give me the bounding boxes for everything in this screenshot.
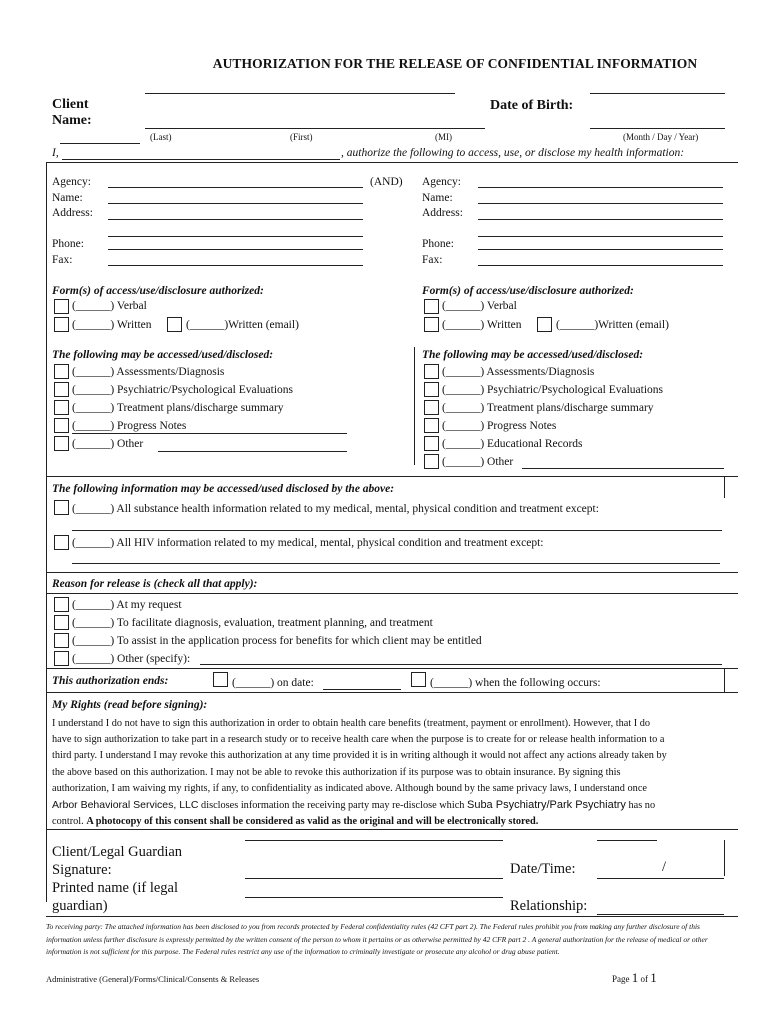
left-name-input[interactable] xyxy=(108,203,363,204)
right-other-input[interactable] xyxy=(522,468,724,469)
reason-other-checkbox[interactable] xyxy=(54,651,69,666)
sub-dob: (Month / Day / Year) xyxy=(623,132,699,142)
page-number: 1 xyxy=(631,970,639,985)
dob-input[interactable] xyxy=(590,128,725,129)
rights-line-3: third party. I understand I may revoke this authorization at any time provided it is in writing although it would not affect any actions already taken by xyxy=(52,750,667,762)
signature-top-line xyxy=(245,840,503,841)
signature-label-1: Client/Legal Guardian xyxy=(52,844,183,860)
reason-benefits-checkbox[interactable] xyxy=(54,633,69,648)
left-disclosed-heading: The following may be accessed/used/disclosed: xyxy=(52,349,274,361)
hiv-checkbox[interactable] xyxy=(54,535,69,550)
left-assessments-checkbox[interactable] xyxy=(54,364,69,379)
left-assessments-label: (______) Assessments/Diagnosis xyxy=(72,366,225,378)
photocopy-notice: A photocopy of this consent shall be considered as valid as the original and will be electronically stored. xyxy=(86,816,539,828)
right-educational-checkbox[interactable] xyxy=(424,436,439,451)
signature-bottom-border xyxy=(46,916,738,917)
reason-benefits-label: (______) To assist in the application process for benefits for which client may be entitled xyxy=(72,635,482,647)
right-written-email-checkbox[interactable] xyxy=(537,317,552,332)
right-assessments-checkbox[interactable] xyxy=(424,364,439,379)
left-phone-input[interactable] xyxy=(108,249,363,250)
left-agency-label: Agency: xyxy=(52,176,91,188)
and-label: (AND) xyxy=(370,176,403,188)
rights-section-border xyxy=(46,692,738,693)
right-address-label: Address: xyxy=(422,207,463,219)
substance-label: (______) All substance health information related to my medical, mental, physical condition and treatment except: xyxy=(72,503,599,515)
rights-paragraph xyxy=(52,716,730,830)
left-other-checkbox[interactable] xyxy=(54,436,69,451)
right-other-label: (______) Other xyxy=(442,456,514,468)
ends-label: This authorization ends: xyxy=(52,675,169,687)
client-name-input[interactable] xyxy=(145,128,485,129)
right-phone-input[interactable] xyxy=(478,249,723,250)
column-divider xyxy=(414,347,415,465)
page-prefix: Page xyxy=(612,974,632,984)
reason-other-label: (______) Other (specify): xyxy=(72,653,191,665)
left-progress-line xyxy=(72,433,347,434)
datetime-slash: / xyxy=(662,859,667,875)
left-address-input-2[interactable] xyxy=(108,236,363,237)
right-progress-checkbox[interactable] xyxy=(424,418,439,433)
rights-line-1: I understand I do not have to sign this authorization in order to obtain health care benefits (treatment, payment or enrollment). However, that I do xyxy=(52,718,651,729)
relationship-input[interactable] xyxy=(597,914,724,915)
provider-name: Arbor Behavioral Services, LLC xyxy=(52,799,199,812)
ends-date-input[interactable] xyxy=(323,689,401,690)
sub-mi: (MI) xyxy=(435,132,452,142)
reason-diagnosis-label: (______) To facilitate diagnosis, evaluation, treatment planning, and treatment xyxy=(72,617,433,629)
right-address-input[interactable] xyxy=(478,219,723,220)
reason-heading-underline xyxy=(46,593,738,594)
left-other-input[interactable] xyxy=(158,451,347,452)
sub-last: (Last) xyxy=(150,132,172,142)
reason-diagnosis-checkbox[interactable] xyxy=(54,615,69,630)
left-other-label: (______) Other xyxy=(72,438,144,450)
hiv-label: (______) All HIV information related to my medical, mental, physical condition and treatment except: xyxy=(72,537,544,549)
right-written-checkbox[interactable] xyxy=(424,317,439,332)
signature-right-tick xyxy=(724,840,725,876)
footer-path: Administrative (General)/Forms/Clinical/Consents & Releases xyxy=(46,974,260,984)
substance-input[interactable] xyxy=(72,530,722,531)
receiving-party-name: Suba Psychiatry/Park Psychiatry xyxy=(466,799,626,812)
left-progress-label: (______) Progress Notes xyxy=(72,420,187,432)
page-indicator xyxy=(612,970,657,986)
left-written-label: (______) Written xyxy=(72,319,152,331)
left-agency-input[interactable] xyxy=(108,187,363,188)
right-agency-input[interactable] xyxy=(478,187,723,188)
reason-request-checkbox[interactable] xyxy=(54,597,69,612)
page-of: of xyxy=(638,974,651,984)
rights-line-2: have to sign authorization to take part in a research study or to receive health care when the purpose is to create for or release health information to a xyxy=(52,734,665,746)
reason-section-border xyxy=(46,572,738,573)
right-disclosed-heading: The following may be accessed/used/disclosed: xyxy=(422,349,644,361)
right-address-input-2[interactable] xyxy=(478,236,723,237)
authorize-text: , authorize the following to access, use, or disclose my health information: xyxy=(341,147,685,159)
rights-line-6-text: discloses information the receiving party may re-disclose which xyxy=(198,800,467,812)
dob-top-line xyxy=(590,93,725,94)
ends-date-checkbox[interactable] xyxy=(213,672,228,687)
right-fax-input[interactable] xyxy=(478,265,723,266)
rights-line-5: authorization, I am waiving my rights, if any, to confidentiality as indicated above. Although bound by the same privacy laws, I understand once xyxy=(52,782,647,794)
left-written-checkbox[interactable] xyxy=(54,317,69,332)
rights-line-4: the above based on this authorization. I may not be able to revoke this authorization if its purpose was to obtain insurance. By signing this xyxy=(52,766,621,778)
right-name-input[interactable] xyxy=(478,203,723,204)
right-verbal-checkbox[interactable] xyxy=(424,299,439,314)
left-border xyxy=(46,162,47,902)
left-treatment-checkbox[interactable] xyxy=(54,400,69,415)
left-verbal-label: (______) Verbal xyxy=(72,300,147,312)
right-psych-label: (______) Psychiatric/Psychological Evaluations xyxy=(442,384,664,396)
receiving-party-notice: To receiving party: The attached information has been disclosed to you from records protected by Federal confidentiality rules (42 CFT part 2). The Federal rules prohibit you from making any further disclosure of this information unless further disclosure is expressly permitted by the written consent of the person to whom it pertains or as otherwise permitted by 42 CFR part 2 . A general authorization for the release of medical or other information is not sufficient for this purpose. The Federal rules restrict any use of the information to criminally investigate or prosecute any alcohol or drug abuse patient. xyxy=(46,922,708,956)
reason-request-label: (______) At my request xyxy=(72,599,182,611)
dob-label: Date of Birth: xyxy=(490,98,574,113)
left-verbal-checkbox[interactable] xyxy=(54,299,69,314)
left-address-label: Address: xyxy=(52,207,93,219)
ends-when-checkbox[interactable] xyxy=(411,672,426,687)
sub-first: (First) xyxy=(290,132,313,142)
reason-heading: Reason for release is (check all that apply): xyxy=(52,578,258,590)
signature-section-border xyxy=(46,829,738,830)
right-forms-heading: Form(s) of access/use/disclosure authorized: xyxy=(422,285,634,297)
ends-date-label: (______) on date: xyxy=(232,677,314,689)
authorize-name-input[interactable] xyxy=(62,159,340,160)
right-name-label: Name: xyxy=(422,192,453,204)
left-name-label: Name: xyxy=(52,192,83,204)
info-section-border xyxy=(46,476,738,477)
signature-label-4: guardian) xyxy=(52,898,108,914)
right-verbal-label: (______) Verbal xyxy=(442,300,517,312)
datetime-input[interactable] xyxy=(597,878,724,879)
left-treatment-label: (______) Treatment plans/discharge summary xyxy=(72,402,284,414)
authorize-prefix: I, xyxy=(52,147,59,159)
left-written-email-checkbox[interactable] xyxy=(167,317,182,332)
left-fax-input[interactable] xyxy=(108,265,363,266)
rights-line-6 xyxy=(52,797,730,814)
page-total: 1 xyxy=(650,970,657,985)
left-written-email-label: (______)Written (email) xyxy=(186,319,299,331)
right-phone-label: Phone: xyxy=(422,238,454,250)
hiv-input[interactable] xyxy=(72,563,720,564)
right-educational-label: (______) Educational Records xyxy=(442,438,583,450)
left-phone-label: Phone: xyxy=(52,238,84,250)
relationship-label: Relationship: xyxy=(510,898,588,914)
left-address-input[interactable] xyxy=(108,219,363,220)
left-psych-checkbox[interactable] xyxy=(54,382,69,397)
datetime-label: Date/Time: xyxy=(510,861,576,877)
left-psych-label: (______) Psychiatric/Psychological Evaluations xyxy=(72,384,294,396)
signature-label-2: Signature: xyxy=(52,862,112,878)
right-treatment-label: (______) Treatment plans/discharge summary xyxy=(442,402,654,414)
info-heading: The following information may be accessed/used disclosed by the above: xyxy=(52,483,395,495)
left-progress-checkbox[interactable] xyxy=(54,418,69,433)
right-progress-label: (______) Progress Notes xyxy=(442,420,557,432)
signature-input[interactable] xyxy=(245,878,503,879)
datetime-top-line xyxy=(597,840,657,841)
substance-checkbox[interactable] xyxy=(54,500,69,515)
printed-name-input[interactable] xyxy=(245,897,503,898)
right-fax-label: Fax: xyxy=(422,254,443,266)
right-written-label: (______) Written xyxy=(442,319,522,331)
client-label: Client Name: xyxy=(52,97,92,128)
signature-labels xyxy=(52,843,182,915)
right-other-checkbox[interactable] xyxy=(424,454,439,469)
ends-section-border xyxy=(46,668,738,669)
client-name-top-line xyxy=(145,93,455,94)
right-written-email-label: (______)Written (email) xyxy=(556,319,669,331)
right-psych-checkbox[interactable] xyxy=(424,382,439,397)
right-agency-label: Agency: xyxy=(422,176,461,188)
rights-line-6-end: has no xyxy=(625,800,656,812)
left-forms-heading: Form(s) of access/use/disclosure authorized: xyxy=(52,285,264,297)
signature-label-3: Printed name (if legal xyxy=(52,880,179,896)
rights-heading: My Rights (read before signing): xyxy=(52,699,208,711)
reason-other-input[interactable] xyxy=(200,664,722,665)
right-treatment-checkbox[interactable] xyxy=(424,400,439,415)
info-right-tick xyxy=(724,476,725,498)
right-assessments-label: (______) Assessments/Diagnosis xyxy=(442,366,595,378)
section-top-border xyxy=(46,162,738,163)
rights-line-7 xyxy=(52,814,730,830)
ends-right-tick xyxy=(724,668,725,692)
authorize-line-short xyxy=(60,143,140,144)
form-title: AUTHORIZATION FOR THE RELEASE OF CONFIDENTIAL INFORMATION xyxy=(212,56,698,71)
rights-line-7-a: control. xyxy=(52,816,87,828)
ends-when-label: (______) when the following occurs: xyxy=(430,677,601,689)
left-fax-label: Fax: xyxy=(52,254,73,266)
